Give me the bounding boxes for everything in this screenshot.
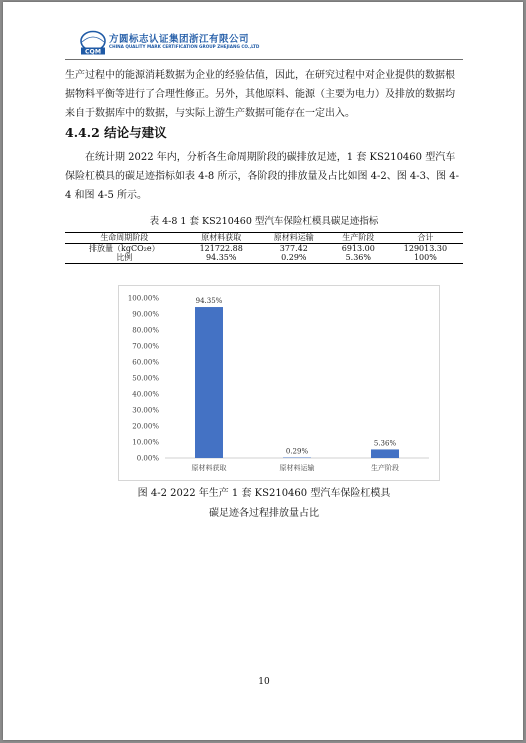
table-cell: 129013.30 <box>403 243 448 253</box>
y-tick-label: 100.00% <box>127 294 159 303</box>
table-header-cell: 生命周期阶段 <box>100 233 149 242</box>
y-tick-label: 80.00% <box>132 326 159 335</box>
table-cell: 6913.00 <box>341 243 375 253</box>
table-cell: 比例 <box>116 253 133 262</box>
y-tick-label: 10.00% <box>132 438 159 447</box>
data-label: 5.36% <box>373 439 397 448</box>
y-tick-label: 40.00% <box>132 390 159 399</box>
y-tick-label: 0.00% <box>136 454 159 463</box>
x-tick-label: 原材料运输 <box>279 464 315 472</box>
table-row <box>65 243 463 253</box>
carbon-footprint-table <box>65 232 463 264</box>
y-tick-label: 30.00% <box>132 406 159 415</box>
table-header-cell: 原材料运输 <box>273 233 314 242</box>
table-header-cell: 合计 <box>417 233 434 242</box>
org-name-en: CHINA QUALITY MARK CERTIFICATION GROUP ZHEJIANG CO.,LTD <box>109 44 260 49</box>
page-number: 10 <box>258 677 270 687</box>
document-page <box>3 2 523 740</box>
org-name-cn: 方圆标志认证集团浙江有限公司 <box>109 34 250 45</box>
cqm-logo-icon <box>79 30 107 56</box>
x-tick-label: 生产阶段 <box>371 464 399 472</box>
figure-caption-line-1: 图 4-2 2022 年生产 1 套 KS210460 型汽车保险杠模具 <box>137 488 391 499</box>
emission-share-chart <box>118 285 440 481</box>
bar <box>195 307 223 458</box>
table-caption: 表 4-8 1 套 KS210460 型汽车保险杠模具碳足迹指标 <box>149 216 379 227</box>
body-paragraph-2: 在统计期 2022 年内，分析各生命周期阶段的碳排放足迹，1 套 KS210460 型汽车保险杠模具的碳足迹指标如表 4-8 所示，各阶段的排放量及占比如图 4-2、图 4-3、图 4-4 和图 4-5 所示。 <box>65 152 459 201</box>
table-cell: 100% <box>413 253 437 262</box>
table-cell: 121722.88 <box>199 243 243 253</box>
section-title: 结论与建议 <box>104 125 167 140</box>
logo-text: CQM <box>85 48 101 56</box>
table-cell: 377.42 <box>279 243 308 253</box>
y-tick-label: 90.00% <box>132 310 159 319</box>
x-tick-label: 原材料获取 <box>191 464 227 472</box>
table-header-row <box>65 233 463 244</box>
data-label: 0.29% <box>285 447 309 456</box>
data-label: 94.35% <box>195 297 223 306</box>
table-cell: 0.29% <box>281 253 307 262</box>
y-tick-label: 50.00% <box>132 374 159 383</box>
table-header-cell: 原材料获取 <box>201 233 242 242</box>
table-cell: 5.36% <box>345 253 371 262</box>
section-number: 4.4.2 <box>65 125 100 140</box>
table-cell: 94.35% <box>205 253 237 262</box>
figure-caption-line-2: 碳足迹各过程排放量占比 <box>209 508 319 519</box>
y-tick-label: 70.00% <box>132 342 159 351</box>
section-heading <box>65 123 167 141</box>
body-paragraph-1: 生产过程中的能源消耗数据为企业的经验估值，因此，在研究过程中对企业提供的数据根据物料平衡等进行了合理性修正。另外，其他原料、能源（主要为电力）及排放的数据均来自于数据库中的数据，与实际上游生产数据可能存在一定出入。 <box>65 70 455 119</box>
bar-chart-svg <box>119 286 439 480</box>
bar <box>371 449 399 458</box>
table-row <box>65 253 463 263</box>
company-logo <box>79 30 269 56</box>
table-cell: 排放量（kgCO₂e） <box>89 243 160 253</box>
y-tick-label: 60.00% <box>132 358 159 367</box>
table-header-cell: 生产阶段 <box>342 233 375 242</box>
header-divider <box>65 59 463 60</box>
y-tick-label: 20.00% <box>132 422 159 431</box>
